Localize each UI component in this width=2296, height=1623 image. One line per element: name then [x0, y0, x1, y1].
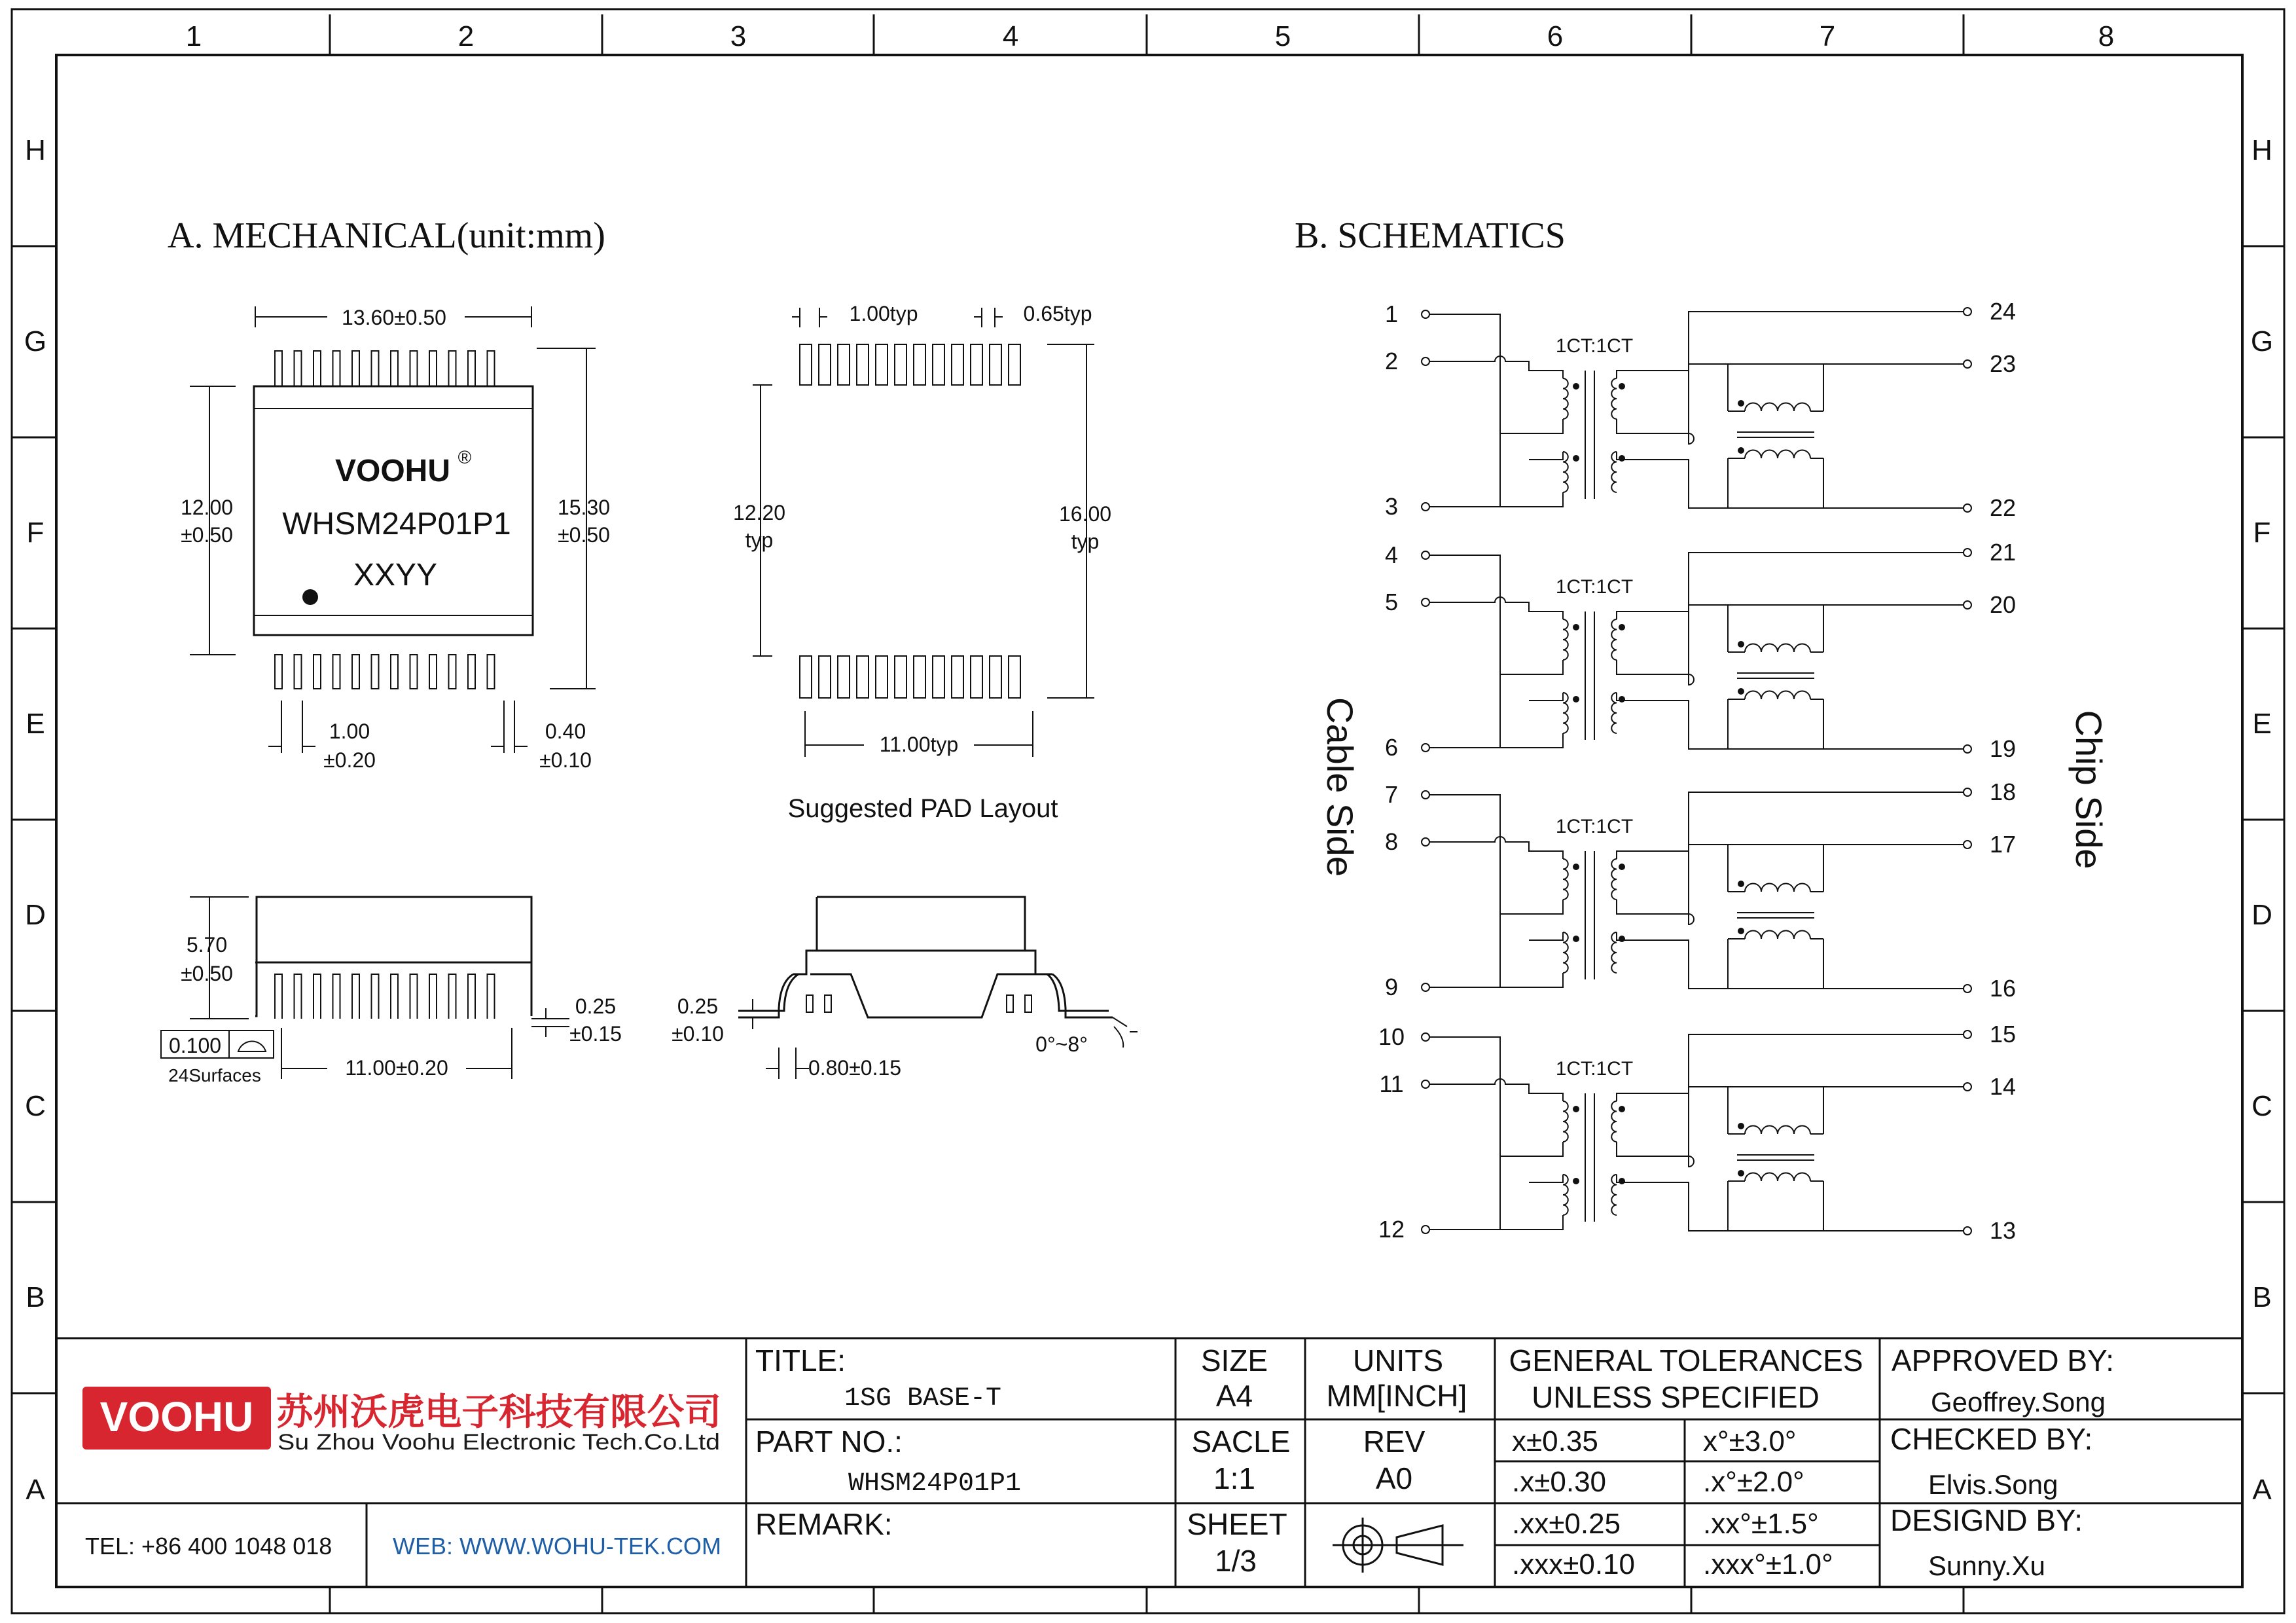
pad — [838, 344, 850, 385]
company-logo — [82, 1387, 271, 1450]
pad — [876, 344, 888, 385]
terminal — [1422, 1033, 1429, 1041]
terminal — [1964, 308, 1971, 316]
company-tel: TEL: +86 400 1048 018 — [85, 1533, 332, 1559]
row-label: H — [2251, 134, 2272, 166]
package-pin — [391, 351, 398, 386]
polarity-dot — [1573, 383, 1579, 390]
package-pin — [295, 655, 302, 689]
terminal — [1422, 357, 1429, 365]
company-name-cn: 苏州沃虎电子科技有限公司 — [276, 1391, 721, 1432]
row-label: A — [2252, 1474, 2272, 1506]
title-label: TITLE: — [755, 1343, 846, 1377]
side-pin-row — [275, 974, 495, 1019]
surfaces-note: 24Surfaces — [168, 1065, 261, 1085]
package-pin — [275, 351, 282, 386]
polarity-dot — [1619, 1106, 1625, 1112]
polarity-dot — [1573, 624, 1579, 630]
dim-lead-thickness: 0.25 — [677, 994, 719, 1018]
sheet-value: 1/3 — [1215, 1544, 1257, 1578]
pad — [800, 344, 812, 385]
dim-body-height: 12.00 — [180, 496, 234, 519]
chip-side-label: Chip Side — [2068, 710, 2109, 869]
terminal — [1964, 841, 1971, 848]
pin-number: 8 — [1384, 828, 1399, 855]
dim-lead-foot: 0.80±0.15 — [808, 1056, 902, 1080]
pad — [1009, 656, 1020, 698]
dim-coplanarity: 0.100 — [168, 1034, 222, 1057]
dim-pad-span: 11.00typ — [879, 733, 959, 756]
pad — [857, 344, 869, 385]
dim-side-height-tol: ±0.50 — [181, 962, 233, 985]
checked-value: Elvis.Song — [1928, 1469, 2058, 1500]
polarity-dot — [1619, 455, 1625, 462]
company-web: WEB: WWW.WOHU-TEK.COM — [393, 1533, 721, 1559]
pin-number: 16 — [1989, 975, 2017, 1002]
package-pin — [429, 351, 437, 386]
row-label: B — [26, 1281, 45, 1313]
side-view — [161, 897, 622, 1085]
package-pin — [295, 351, 302, 386]
polarity-dot — [1619, 864, 1625, 870]
tolerance-angular: x°±3.0° — [1703, 1425, 1797, 1457]
pin-number: 14 — [1989, 1073, 2017, 1100]
turns-ratio-label: 1CT:1CT — [1555, 1058, 1634, 1080]
tolerance-angular: .x°±2.0° — [1703, 1466, 1804, 1498]
side-pin — [488, 974, 495, 1019]
polarity-dot — [1738, 1170, 1744, 1176]
part-marking: WHSM24P01P1 — [282, 507, 511, 541]
pin-number: 23 — [1989, 350, 2017, 377]
column-label: 3 — [730, 20, 747, 52]
terminal — [1964, 549, 1971, 556]
row-label: F — [26, 517, 45, 549]
side-pin — [333, 974, 340, 1019]
turns-ratio-label: 1CT:1CT — [1555, 816, 1634, 837]
top-view — [181, 306, 610, 772]
units-value: MM[INCH] — [1326, 1379, 1467, 1413]
dim-standoff-tol: ±0.15 — [569, 1022, 622, 1046]
polarity-dot — [1573, 1106, 1579, 1112]
pad-row-bottom — [800, 656, 1020, 698]
pad — [895, 344, 906, 385]
dim-pin-pitch: 1.00 — [329, 720, 370, 743]
pin-number: 7 — [1384, 781, 1399, 808]
column-labels-top — [186, 20, 2114, 52]
dim-pad-pitch: 1.00typ — [849, 302, 918, 325]
pin-number: 1 — [1384, 301, 1399, 327]
row-label: E — [26, 708, 45, 740]
scale-label: SACLE — [1191, 1425, 1291, 1459]
terminal — [1422, 503, 1429, 511]
pad — [1009, 344, 1020, 385]
package-pin — [352, 351, 359, 386]
package-pin — [410, 351, 418, 386]
terminal — [1964, 601, 1971, 609]
row-label: D — [2251, 899, 2272, 931]
top-pin-row — [275, 351, 495, 386]
terminal — [1964, 1083, 1971, 1091]
row-label: F — [2253, 517, 2271, 549]
pin-number: 17 — [1989, 831, 2017, 858]
checked-label: CHECKED BY: — [1890, 1422, 2093, 1456]
dim-pad-inner-typ: typ — [745, 528, 774, 552]
side-body — [255, 897, 531, 1016]
column-label: 1 — [185, 20, 202, 52]
designed-label: DESIGND BY: — [1890, 1503, 2083, 1537]
terminal — [1422, 744, 1429, 752]
package-pin — [372, 655, 379, 689]
units-label: UNITS — [1353, 1343, 1443, 1377]
part-label: PART NO.: — [755, 1425, 903, 1459]
registered-mark: ® — [457, 447, 472, 467]
pad — [914, 344, 925, 385]
terminal — [1422, 838, 1429, 846]
sheet-label: SHEET — [1187, 1507, 1287, 1541]
pad — [838, 656, 850, 698]
schematic-channels — [1378, 298, 2016, 1244]
column-label: 4 — [1002, 20, 1019, 52]
size-value: A4 — [1215, 1379, 1253, 1413]
terminal — [1422, 1226, 1429, 1233]
tolerance-angular: .xxx°±1.0° — [1703, 1548, 1833, 1580]
row-label: G — [24, 325, 47, 357]
date-code: XXYY — [353, 558, 438, 593]
title-value: 1SG BASE-T — [844, 1384, 1002, 1413]
tolerance-linear: .xx±0.25 — [1512, 1508, 1621, 1540]
projection-symbol — [1333, 1518, 1463, 1573]
terminal — [1964, 1030, 1971, 1038]
scale-value: 1:1 — [1213, 1461, 1255, 1495]
logo-text: VOOHU — [99, 1393, 254, 1440]
lead-right — [1047, 974, 1113, 1017]
package-pin — [372, 351, 379, 386]
package-pin — [488, 351, 495, 386]
part-value: WHSM24P01P1 — [848, 1469, 1022, 1499]
pin1-indicator — [302, 589, 318, 605]
polarity-dot — [1619, 696, 1625, 702]
polarity-dot — [1619, 383, 1625, 390]
dim-pad-width: 0.65typ — [1023, 302, 1092, 325]
dim-pin-width: 0.40 — [545, 720, 586, 743]
dim-body-height-tol: ±0.50 — [181, 523, 233, 547]
bottom-pin-row — [275, 655, 495, 689]
pad-layout — [733, 302, 1111, 823]
dim-pad-outer: 16.00 — [1058, 502, 1112, 526]
dim-pin-pitch-tol: ±0.20 — [323, 748, 376, 772]
tolerance-title-2: UNLESS SPECIFIED — [1532, 1380, 1820, 1414]
polarity-dot — [1619, 936, 1625, 942]
transformer-channel — [1385, 778, 2016, 1002]
pin-number: 11 — [1379, 1070, 1404, 1097]
side-pin — [314, 974, 321, 1019]
package-pin — [429, 655, 437, 689]
column-label: 8 — [2098, 20, 2115, 52]
row-label: C — [25, 1090, 46, 1122]
polarity-dot — [1619, 624, 1625, 630]
row-label: C — [2251, 1090, 2272, 1122]
pin-number: 3 — [1384, 493, 1399, 520]
lead-profile-view — [672, 897, 1138, 1080]
size-label: SIZE — [1200, 1343, 1268, 1377]
pad — [819, 344, 831, 385]
package-pin — [314, 351, 321, 386]
terminal — [1964, 504, 1971, 512]
side-pin — [468, 974, 475, 1019]
pin-number: 22 — [1989, 494, 2017, 521]
dim-total-height: 15.30 — [557, 496, 611, 519]
side-pin — [295, 974, 302, 1019]
dim-lead-angle: 0°~8° — [1035, 1032, 1088, 1056]
terminal — [1422, 598, 1429, 606]
terminal — [1422, 983, 1429, 991]
pad — [819, 656, 831, 698]
polarity-dot — [1573, 1178, 1579, 1184]
package-pin — [488, 655, 495, 689]
turns-ratio-label: 1CT:1CT — [1555, 335, 1634, 357]
turns-ratio-label: 1CT:1CT — [1555, 576, 1634, 598]
polarity-dot — [1738, 400, 1744, 407]
pad — [952, 344, 963, 385]
schematics-heading: B. SCHEMATICS — [1295, 215, 1566, 256]
pad — [857, 656, 869, 698]
pad — [800, 656, 812, 698]
pin-number: 5 — [1384, 589, 1399, 615]
package-pin — [333, 655, 340, 689]
terminal — [1964, 1227, 1971, 1235]
dim-total-height-tol: ±0.50 — [558, 523, 610, 547]
pad — [971, 656, 982, 698]
pin-number: 18 — [1989, 778, 2017, 805]
pin-number: 2 — [1384, 348, 1399, 374]
terminal — [1964, 360, 1971, 368]
polarity-dot — [1738, 1123, 1744, 1129]
pad-layout-caption: Suggested PAD Layout — [787, 794, 1058, 823]
package-pin — [449, 655, 456, 689]
row-label: A — [26, 1474, 45, 1506]
side-pin — [410, 974, 418, 1019]
pad — [914, 656, 925, 698]
pad — [990, 656, 1001, 698]
row-label: E — [2252, 708, 2272, 740]
terminal — [1422, 791, 1429, 799]
polarity-dot — [1573, 936, 1579, 942]
terminal — [1964, 745, 1971, 753]
dim-pin-width-tol: ±0.10 — [539, 748, 592, 772]
cable-side-label: Cable Side — [1319, 697, 1361, 877]
polarity-dot — [1573, 864, 1579, 870]
brand-marking: VOOHU — [334, 454, 451, 488]
transformer-channel — [1385, 539, 2016, 762]
column-label: 2 — [457, 20, 475, 52]
tolerance-linear: x±0.35 — [1512, 1425, 1598, 1457]
polarity-dot — [1573, 455, 1579, 462]
pin-number: 21 — [1989, 539, 2017, 566]
column-label: 5 — [1274, 20, 1291, 52]
terminal — [1422, 310, 1429, 318]
rev-value: A0 — [1375, 1461, 1413, 1495]
side-pin — [391, 974, 398, 1019]
terminal — [1422, 551, 1429, 559]
pin-number: 20 — [1989, 591, 2017, 618]
tolerance-linear: .x±0.30 — [1512, 1466, 1607, 1498]
approved-value: Geoffrey.Song — [1931, 1387, 2106, 1417]
package-pin — [468, 655, 475, 689]
pad — [990, 344, 1001, 385]
package-pin — [333, 351, 340, 386]
mechanical-heading: A. MECHANICAL(unit:mm) — [168, 215, 605, 256]
pin-number: 12 — [1378, 1216, 1405, 1243]
transformer-channel — [1385, 298, 2016, 521]
side-pin — [352, 974, 359, 1019]
approved-label: APPROVED BY: — [1892, 1343, 2115, 1377]
row-label: G — [2250, 325, 2274, 357]
pin-number: 6 — [1384, 734, 1399, 761]
polarity-dot — [1738, 641, 1744, 647]
package-pin — [449, 351, 456, 386]
side-pin — [372, 974, 379, 1019]
polarity-dot — [1573, 696, 1579, 702]
company-name-en: Su Zhou Voohu Electronic Tech.Co.Ltd — [278, 1430, 720, 1455]
tolerance-angular: .xx°±1.5° — [1703, 1508, 1819, 1540]
row-label: B — [2252, 1281, 2272, 1313]
polarity-dot — [1619, 1178, 1625, 1184]
package-pin — [391, 655, 398, 689]
dim-pad-outer-typ: typ — [1071, 530, 1100, 553]
row-label: D — [25, 899, 46, 931]
terminal — [1422, 1080, 1429, 1088]
polarity-dot — [1738, 688, 1744, 695]
pad — [933, 656, 944, 698]
row-label: H — [25, 134, 46, 166]
transformer-channel — [1378, 1021, 2016, 1244]
side-pin — [275, 974, 282, 1019]
package-pin — [410, 655, 418, 689]
package-pin — [314, 655, 321, 689]
lead-left — [738, 974, 798, 1017]
coplanarity-frame — [161, 1030, 274, 1058]
dim-side-span: 11.00±0.20 — [345, 1056, 448, 1080]
remark-label: REMARK: — [755, 1507, 893, 1541]
rev-label: REV — [1363, 1425, 1426, 1459]
dim-side-height: 5.70 — [186, 933, 228, 957]
pad — [952, 656, 963, 698]
tolerance-title-1: GENERAL TOLERANCES — [1509, 1343, 1863, 1377]
pad — [876, 656, 888, 698]
pin-number: 13 — [1989, 1217, 2017, 1244]
pad — [933, 344, 944, 385]
title-block — [56, 1338, 2242, 1587]
package-pin — [352, 655, 359, 689]
pin-number: 19 — [1989, 735, 2017, 762]
column-label: 7 — [1819, 20, 1836, 52]
column-label: 6 — [1547, 20, 1564, 52]
polarity-dot — [1738, 928, 1744, 934]
pin-number: 10 — [1378, 1023, 1405, 1050]
side-pin — [449, 974, 456, 1019]
dim-body-width: 13.60±0.50 — [342, 306, 446, 329]
dim-pad-inner: 12.20 — [732, 501, 786, 524]
package-pin — [275, 655, 282, 689]
tolerance-linear: .xxx±0.10 — [1512, 1548, 1636, 1580]
terminal — [1964, 788, 1971, 796]
designed-value: Sunny.Xu — [1928, 1550, 2046, 1581]
side-pin — [429, 974, 437, 1019]
pin-number: 4 — [1384, 541, 1399, 568]
dim-lead-thickness-tol: ±0.10 — [672, 1022, 724, 1046]
pad — [895, 656, 906, 698]
dim-standoff: 0.25 — [575, 994, 617, 1018]
polarity-dot — [1738, 447, 1744, 454]
terminal — [1964, 985, 1971, 993]
pad — [971, 344, 982, 385]
pin-number: 15 — [1989, 1021, 2017, 1048]
pad-row-top — [800, 344, 1020, 385]
pin-number: 9 — [1384, 974, 1399, 1000]
package-pin — [468, 351, 475, 386]
polarity-dot — [1738, 881, 1744, 887]
pin-number: 24 — [1989, 298, 2017, 325]
